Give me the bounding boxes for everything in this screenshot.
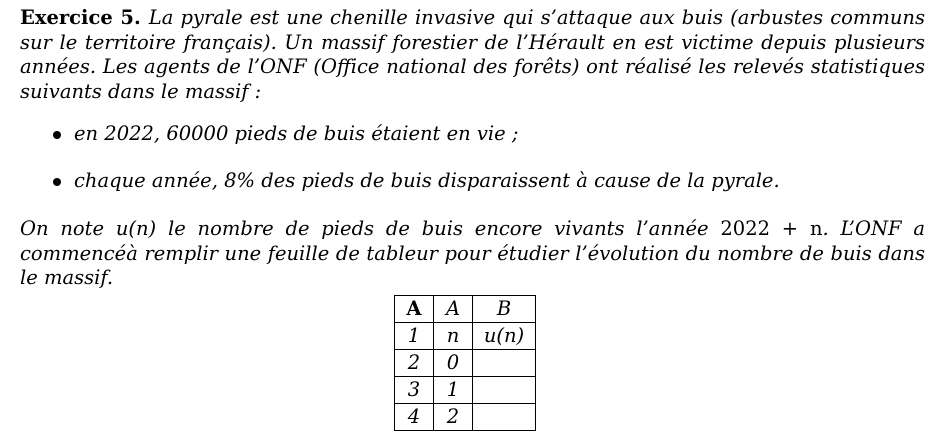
header-cell: A: [395, 296, 434, 323]
cell-a: n: [434, 323, 473, 350]
table-row: [395, 350, 536, 377]
spreadsheet-table: [394, 295, 536, 431]
header-cell: B: [473, 296, 536, 323]
cell-b: [473, 350, 536, 377]
table-row: [395, 323, 536, 350]
cell-a: 2: [434, 404, 473, 431]
note-math: 2022 + n: [720, 217, 823, 240]
bullet-text: en 2022, 60000 pieds de buis étaient en vie ;: [74, 122, 519, 145]
notation-paragraph: [20, 217, 925, 291]
exercise-block: [20, 6, 925, 291]
cell-a: 0: [434, 350, 473, 377]
table-header-row: [395, 296, 536, 323]
exercise-intro: [20, 6, 925, 104]
exercise-title: Exercice 5.: [20, 6, 141, 29]
row-number-cell: 4: [395, 404, 434, 431]
cell-a: 1: [434, 377, 473, 404]
table-row: [395, 377, 536, 404]
note-text-1: On note u(n) le nombre de pieds de buis encore vivants l’année: [20, 217, 721, 240]
statistics-list: [20, 122, 925, 193]
list-item: [20, 122, 925, 147]
cell-b: [473, 404, 536, 431]
bullet-text: chaque année, 8% des pieds de buis disparaissent à cause de la pyrale.: [74, 168, 780, 192]
table-row: [395, 404, 536, 431]
row-number-cell: 3: [395, 377, 434, 404]
bullet-icon: [53, 131, 61, 139]
cell-b: u(n): [473, 323, 536, 350]
intro-text: La pyrale est une chenille invasive qui s’attaque aux buis (arbustes communs sur le territoire français). Un massif forestier de l’Hérault en est victime depuis plusieurs années. Les agents de l’ONF (Office national des forêts) ont réalisé les relevés statistiques suivants dans le massif :: [20, 6, 925, 103]
row-number-cell: 1: [395, 323, 434, 350]
list-item: [20, 169, 925, 194]
bullet-icon: [53, 178, 61, 186]
row-number-cell: 2: [395, 350, 434, 377]
cell-b: [473, 377, 536, 404]
header-cell: A: [434, 296, 473, 323]
note-text-2: . L’ONF a commencéà remplir une feuille de tableur pour étudier l’évolution du nombre de buis dans le massif.: [20, 217, 925, 289]
